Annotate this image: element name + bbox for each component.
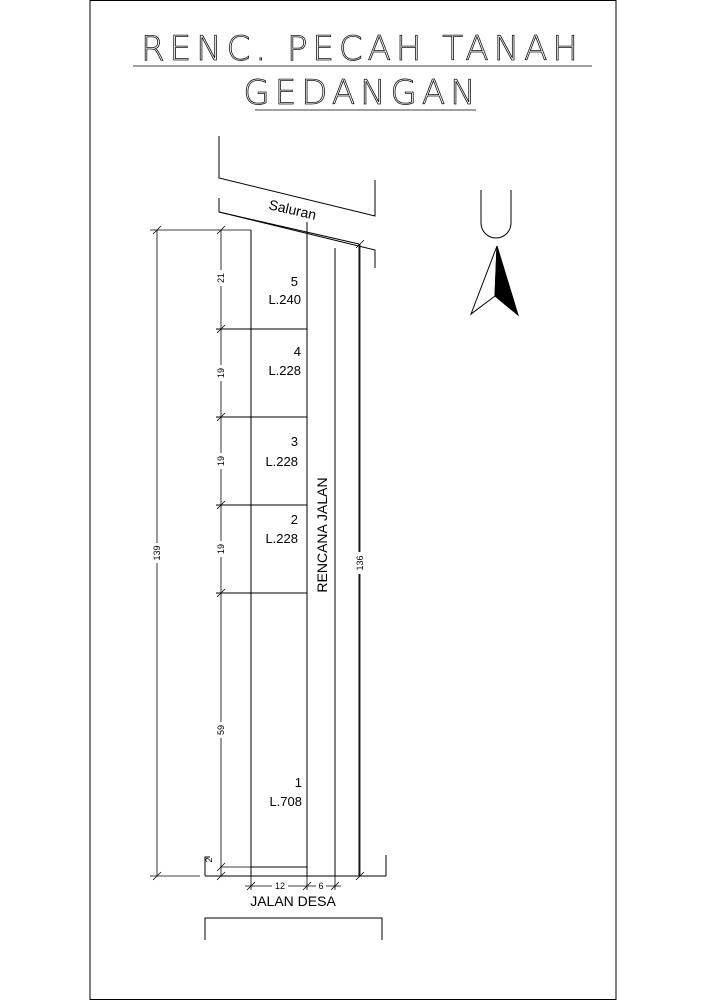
planned-road-label: RENCANA JALAN — [314, 477, 330, 593]
lot-2-number: 2 — [290, 512, 298, 527]
dimension-segment-lot2: 19 — [216, 543, 226, 555]
dimension-segment-lot3: 19 — [216, 455, 226, 467]
left-total-dimension — [150, 226, 251, 880]
lot-1-area: L.708 — [269, 794, 302, 809]
north-arrow-icon — [471, 190, 518, 315]
dimension-right-total: 136 — [355, 555, 365, 571]
lot-3-number: 3 — [290, 434, 298, 449]
dimension-bottom-width: 12 — [274, 881, 286, 891]
lot-1-number: 1 — [294, 775, 302, 790]
title-line-2: GEDANGAN — [243, 73, 481, 113]
lot-3-area: L.228 — [265, 454, 298, 469]
dimension-segment-bottom: 2 — [204, 857, 214, 863]
village-road-label: JALAN DESA — [250, 893, 336, 909]
dimension-segment-lot4: 19 — [216, 367, 226, 379]
lot-4-number: 4 — [293, 344, 301, 359]
bottom-dimensions — [245, 876, 341, 890]
title-line-1: RENC. PECAH TANAH — [141, 29, 583, 69]
lot-5-area: L.240 — [268, 292, 301, 307]
channel-label: Saluran — [267, 196, 318, 223]
lot-5-number: 5 — [290, 274, 298, 289]
dimension-road-width: 6 — [318, 881, 324, 891]
dimension-segment-lot1: 59 — [216, 724, 226, 736]
lot-2-area: L.228 — [265, 531, 298, 546]
village-road-edge — [205, 918, 382, 940]
sheet-border — [90, 1, 616, 1000]
lot-4-area: L.228 — [268, 363, 301, 378]
dimension-left-total: 139 — [152, 545, 162, 561]
dimension-segment-lot5: 21 — [216, 272, 226, 284]
